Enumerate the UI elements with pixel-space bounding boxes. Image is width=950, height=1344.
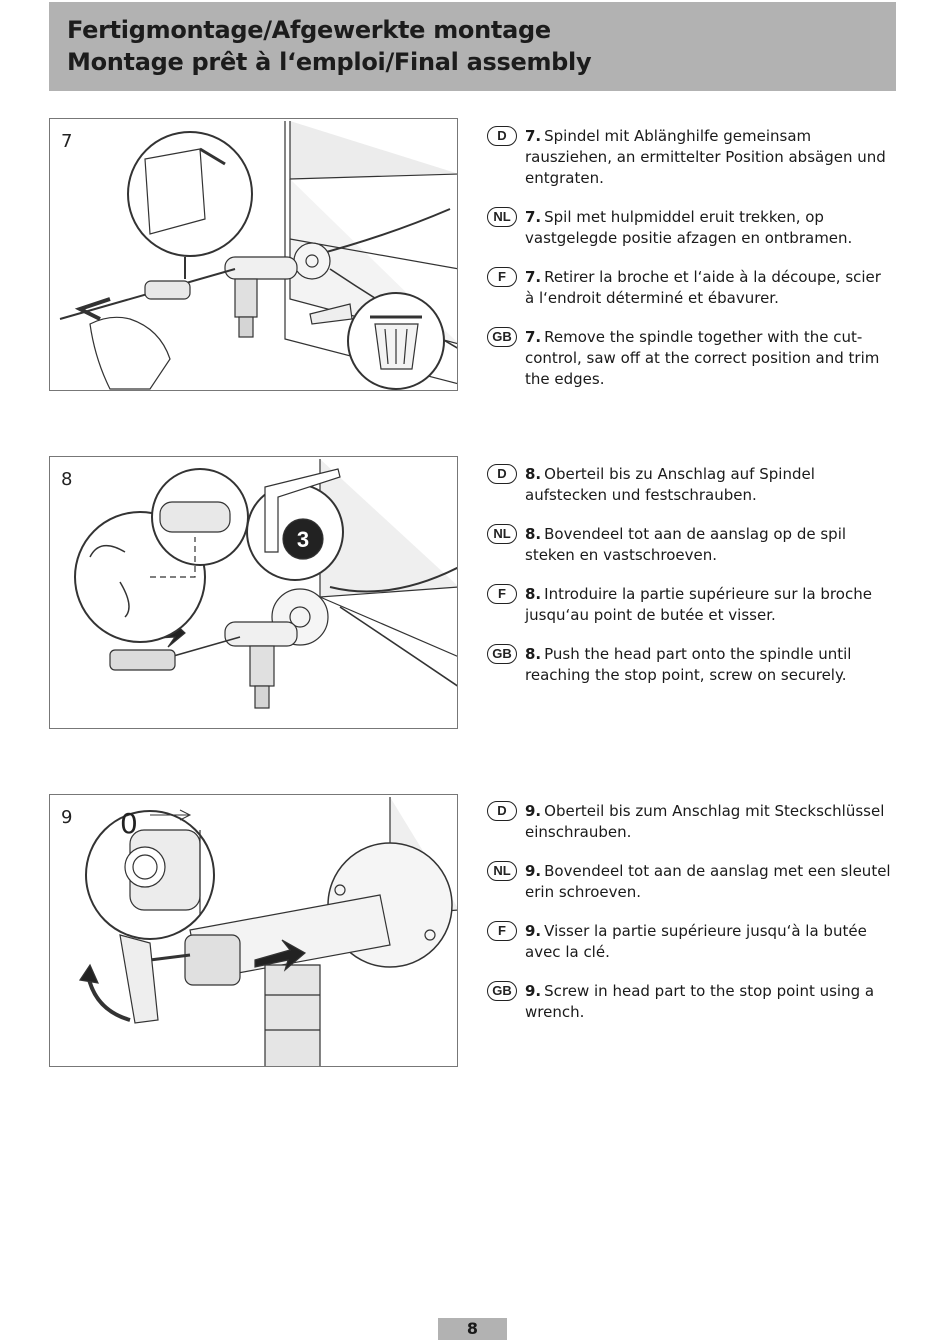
steps-7 <box>487 126 892 408</box>
step-7-d <box>487 126 892 189</box>
hex-key-size-label: 3 <box>296 527 310 552</box>
language-badge: F <box>487 584 517 604</box>
language-badge: D <box>487 801 517 821</box>
language-badge: D <box>487 126 517 146</box>
figure-step-8 <box>49 456 458 729</box>
step-7-gb <box>487 327 892 390</box>
language-badge: F <box>487 267 517 287</box>
step-8-nl <box>487 524 892 566</box>
step-9-gb <box>487 981 892 1023</box>
step-9-f <box>487 921 892 963</box>
step-number: 8. <box>525 465 542 483</box>
language-badge: GB <box>487 644 517 664</box>
step-text: Visser la partie supérieure jusqu‘à la butée avec la clé. <box>525 922 867 961</box>
language-badge: F <box>487 921 517 941</box>
step-number: 9. <box>525 922 542 940</box>
step-7-f <box>487 267 892 309</box>
step-text: Push the head part onto the spindle until reaching the stop point, screw on securely. <box>525 645 852 684</box>
step-9-d <box>487 801 892 843</box>
language-badge: NL <box>487 861 517 881</box>
step-text: Oberteil bis zum Anschlag mit Steckschlüssel einschrauben. <box>525 802 885 841</box>
step-number: 7. <box>525 127 542 145</box>
step-number: 8. <box>525 525 542 543</box>
step-text: Spindel mit Ablänghilfe gemeinsam rausziehen, an ermittelter Position absägen und entgraten. <box>525 127 886 187</box>
step-number: 8. <box>525 645 542 663</box>
illustration-head-part <box>50 457 458 729</box>
step-9-nl <box>487 861 892 903</box>
step-text: Bovendeel tot aan de aanslag op de spil steken en vastschroeven. <box>525 525 847 564</box>
language-badge: NL <box>487 524 517 544</box>
step-text: Screw in head part to the stop point using a wrench. <box>525 982 875 1021</box>
page-number: 8 <box>438 1318 507 1340</box>
step-text: Spil met hulpmiddel eruit trekken, op vastgelegde positie afzagen en ontbramen. <box>525 208 853 247</box>
step-number: 8. <box>525 585 542 603</box>
illustration-spindle-saw <box>50 119 458 391</box>
step-number: 9. <box>525 862 542 880</box>
language-badge: GB <box>487 327 517 347</box>
header-title-line2: Montage prêt à l‘emploi/Final assembly <box>67 48 592 76</box>
step-text: Bovendeel tot aan de aanslag met een sleutel erin schroeven. <box>525 862 891 901</box>
step-number: 9. <box>525 802 542 820</box>
step-8-d <box>487 464 892 506</box>
steps-9 <box>487 801 892 1041</box>
header-title-line1: Fertigmontage/Afgewerkte montage <box>67 16 551 44</box>
step-number: 7. <box>525 268 542 286</box>
figure-step-9 <box>49 794 458 1067</box>
language-badge: NL <box>487 207 517 227</box>
figure-step-7 <box>49 118 458 391</box>
step-text: Retirer la broche et l‘aide à la découpe, scier à l‘endroit déterminé et ébavurer. <box>525 268 881 307</box>
step-8-gb <box>487 644 892 686</box>
illustration-wrench <box>50 795 458 1067</box>
step-text: Remove the spindle together with the cut-control, saw off at the correct position and trim the edges. <box>525 328 880 388</box>
step-number: 7. <box>525 208 542 226</box>
zero-mark-label: 0 <box>120 807 138 840</box>
figure-number: 7 <box>61 131 73 152</box>
step-8-f <box>487 584 892 626</box>
step-number: 7. <box>525 328 542 346</box>
language-badge: GB <box>487 981 517 1001</box>
figure-number: 9 <box>61 807 73 828</box>
step-number: 9. <box>525 982 542 1000</box>
figure-number: 8 <box>61 469 73 490</box>
language-badge: D <box>487 464 517 484</box>
step-text: Introduire la partie supérieure sur la broche jusqu‘au point de butée et visser. <box>525 585 872 624</box>
step-text: Oberteil bis zu Anschlag auf Spindel aufstecken und festschrauben. <box>525 465 815 504</box>
page-header <box>49 2 896 91</box>
steps-8 <box>487 464 892 704</box>
step-7-nl <box>487 207 892 249</box>
